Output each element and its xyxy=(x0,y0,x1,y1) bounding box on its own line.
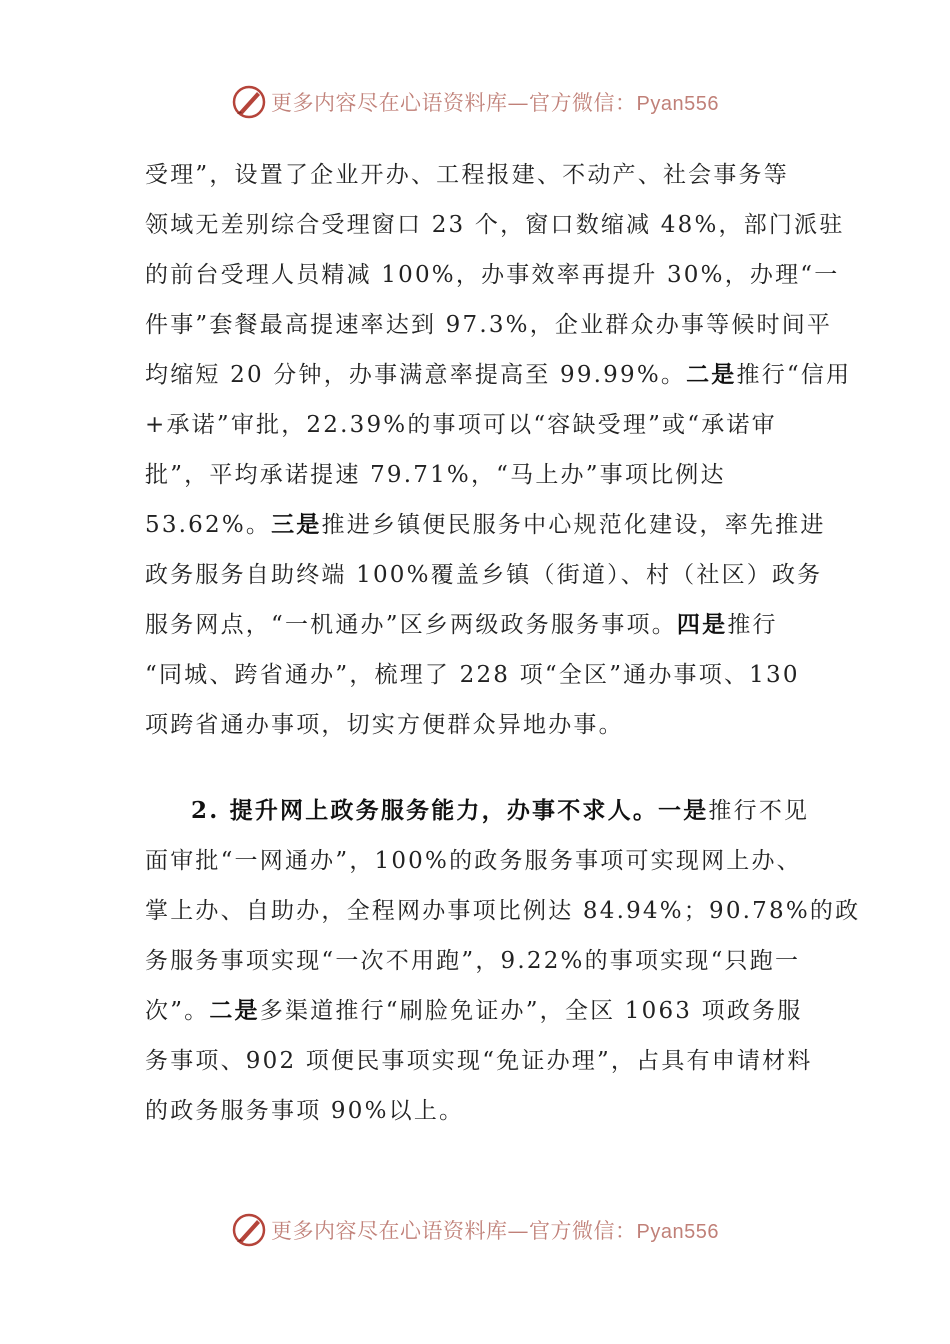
footer-banner xyxy=(0,1210,950,1250)
text-line: 次”。二是多渠道推行“刷脸免证办”，全区 1063 项政务服 xyxy=(145,997,803,1024)
text-line: 服务网点，“一机通办”区乡两级政务服务事项。四是推行 xyxy=(145,611,778,638)
wechat-id: Pyan556 xyxy=(636,1221,719,1243)
document-body xyxy=(145,150,861,1136)
header-banner xyxy=(0,82,950,122)
text-line: 面审批“一网通办”，100%的政务服务事项可实现网上办、 xyxy=(145,848,802,874)
banner-text: 更多内容尽在心语资料库—官方微信：Pyan556 xyxy=(271,1219,719,1243)
wechat-id: Pyan556 xyxy=(636,93,719,115)
pen-logo-icon xyxy=(231,1212,267,1248)
text-line: 受理”，设置了企业开办、工程报建、不动产、社会事务等 xyxy=(145,162,789,188)
text-line: 政务服务自助终端 100%覆盖乡镇（街道）、村（社区）政务 xyxy=(145,562,823,588)
text-line: 务服务事项实现“一次不用跑”，9.22%的事项实现“只跑一 xyxy=(145,948,801,974)
text-line: +承诺”审批，22.39%的事项可以“容缺受理”或“承诺审 xyxy=(145,412,777,438)
text-line: 53.62%。三是推进乡镇便民服务中心规范化建设，率先推进 xyxy=(145,511,826,538)
text-line: 批”，平均承诺提速 79.71%，“马上办”事项比例达 xyxy=(145,462,726,488)
text-line: 均缩短 20 分钟，办事满意率提高至 99.99%。二是推行“信用 xyxy=(145,361,852,388)
section-heading-line: 2. 提升网上政务服务能力，办事不求人。一是推行不见 xyxy=(191,797,810,824)
text-line: 项跨省通办事项，切实方便群众异地办事。 xyxy=(145,712,624,738)
text-line: 件事”套餐最高提速率达到 97.3%，企业群众办事等候时间平 xyxy=(145,312,833,338)
text-line: 的前台受理人员精减 100%，办事效率再提升 30%，办理“一 xyxy=(145,262,840,288)
paragraph-gap xyxy=(145,750,815,786)
text-line: 掌上办、自助办，全程网办事项比例达 84.94%；90.78%的政 xyxy=(145,898,861,924)
text-line: 的政务服务事项 90%以上。 xyxy=(145,1098,465,1124)
text-line: “同城、跨省通办”，梳理了 228 项“全区”通办事项、130 xyxy=(145,662,800,688)
banner-text: 更多内容尽在心语资料库—官方微信：Pyan556 xyxy=(271,91,719,115)
text-line: 务事项、902 项便民事项实现“免证办理”，占具有申请材料 xyxy=(145,1048,813,1074)
pen-logo-icon xyxy=(231,84,267,120)
text-line: 领域无差别综合受理窗口 23 个，窗口数缩减 48%，部门派驻 xyxy=(145,212,845,238)
